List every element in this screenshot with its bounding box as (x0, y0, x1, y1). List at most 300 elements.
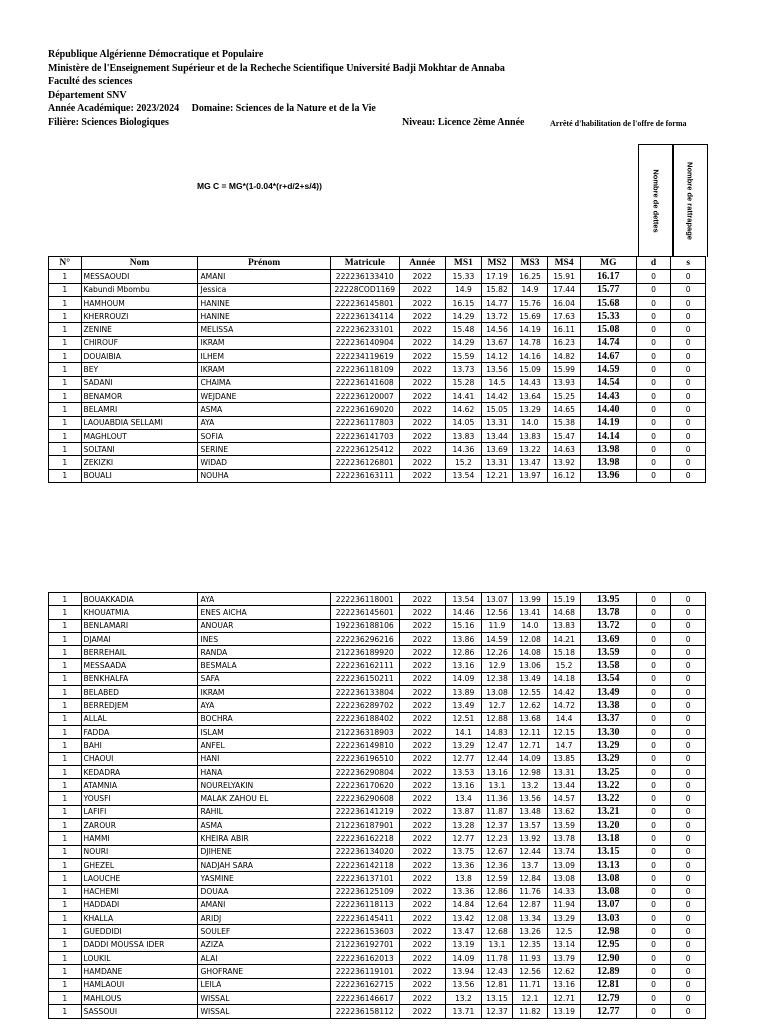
cell-ms4: 13.74 (548, 845, 581, 858)
cell-ms3: 11.71 (512, 978, 548, 991)
cell-first-name: SOULEF (198, 925, 330, 938)
cell-retakes: 0 (671, 938, 706, 951)
column-header-retakes: s (671, 257, 706, 270)
table-row (49, 991, 706, 1004)
cell-first-name: HANI (198, 752, 330, 765)
cell-first-name: HANA (198, 765, 330, 778)
cell-ms2: 12.08 (482, 912, 513, 925)
cell-ms4: 13.85 (548, 752, 581, 765)
cell-mg: 13.22 (580, 792, 636, 805)
column-header-ms1: MS1 (445, 257, 482, 270)
cell-year: 2022 (399, 792, 445, 805)
cell-ms1: 14.05 (445, 416, 482, 429)
cell-ms3: 11.82 (512, 1005, 548, 1018)
cell-mg: 13.25 (580, 765, 636, 778)
cell-debts: 0 (636, 938, 671, 951)
table-row (49, 952, 706, 965)
cell-debts: 0 (636, 952, 671, 965)
cell-matricule: 222236117803 (330, 416, 399, 429)
cell-ms2: 14.12 (482, 350, 513, 363)
cell-ms3: 13.41 (512, 606, 548, 619)
cell-debts: 0 (636, 646, 671, 659)
cell-ms4: 13.62 (548, 805, 581, 818)
cell-mg: 13.58 (580, 659, 636, 672)
cell-ms1: 14.41 (445, 389, 482, 402)
cell-mg: 13.78 (580, 606, 636, 619)
cell-matricule: 212236318903 (330, 725, 399, 738)
cell-matricule: 22228COD1169 (330, 283, 399, 296)
cell-last-name: LAFIFI (81, 805, 198, 818)
cell-matricule: 222236196510 (330, 752, 399, 765)
cell-first-name: NOURELYAKIN (198, 779, 330, 792)
cell-mg: 12.77 (580, 1005, 636, 1018)
cell-mg: 13.22 (580, 779, 636, 792)
cell-year: 2022 (399, 1005, 445, 1018)
cell-last-name: BOUAKKADIA (81, 593, 198, 606)
cell-last-name: KHERROUZI (81, 310, 198, 323)
cell-number: 1 (49, 938, 82, 951)
cell-year: 2022 (399, 819, 445, 832)
table-row (49, 593, 706, 606)
table-row (49, 858, 706, 871)
cell-debts: 0 (636, 991, 671, 1004)
cell-ms2: 15.05 (482, 403, 513, 416)
cell-ms1: 13.28 (445, 819, 482, 832)
cell-last-name: LAOUCHE (81, 872, 198, 885)
cell-last-name: DJAMAI (81, 632, 198, 645)
cell-ms3: 13.34 (512, 912, 548, 925)
cell-ms1: 14.09 (445, 672, 482, 685)
cell-ms1: 13.54 (445, 593, 482, 606)
table-row (49, 1005, 706, 1018)
cell-matricule: 222236158112 (330, 1005, 399, 1018)
table-row (49, 376, 706, 389)
cell-retakes: 0 (671, 686, 706, 699)
column-header-number: N° (49, 257, 82, 270)
cell-matricule: 222236146617 (330, 991, 399, 1004)
cell-ms3: 13.49 (512, 672, 548, 685)
cell-ms4: 16.04 (548, 296, 581, 309)
cell-last-name: HACHEMI (81, 885, 198, 898)
cell-ms3: 13.48 (512, 805, 548, 818)
cell-ms4: 12.71 (548, 991, 581, 1004)
cell-first-name: MALAK ZAHOU EL (198, 792, 330, 805)
cell-number: 1 (49, 659, 82, 672)
cell-number: 1 (49, 403, 82, 416)
table-row (49, 646, 706, 659)
table-row (49, 456, 706, 469)
cell-year: 2022 (399, 872, 445, 885)
cell-matricule: 222236125109 (330, 885, 399, 898)
cell-first-name: IKRAM (198, 686, 330, 699)
table-row (49, 978, 706, 991)
cell-first-name: BOCHRA (198, 712, 330, 725)
cell-ms3: 16.25 (512, 270, 548, 283)
cell-ms1: 15.48 (445, 323, 482, 336)
cell-debts: 0 (636, 898, 671, 911)
cell-number: 1 (49, 752, 82, 765)
cell-first-name: AYA (198, 416, 330, 429)
cell-first-name: AZIZA (198, 938, 330, 951)
cell-ms3: 12.56 (512, 965, 548, 978)
cell-ms3: 14.0 (512, 416, 548, 429)
cell-debts: 0 (636, 805, 671, 818)
cell-retakes: 0 (671, 363, 706, 376)
cell-debts: 0 (636, 699, 671, 712)
cell-first-name: LEILA (198, 978, 330, 991)
cell-ms2: 12.81 (482, 978, 513, 991)
cell-ms2: 14.77 (482, 296, 513, 309)
cell-first-name: AYA (198, 593, 330, 606)
formula-text: MG C = MG*(1-0.04*(r+d/2+s/4)) (197, 181, 322, 191)
table-row (49, 792, 706, 805)
cell-mg: 13.59 (580, 646, 636, 659)
cell-year: 2022 (399, 832, 445, 845)
table-row (49, 469, 706, 482)
cell-ms3: 14.43 (512, 376, 548, 389)
cell-ms1: 15.59 (445, 350, 482, 363)
cell-retakes: 0 (671, 429, 706, 442)
cell-ms2: 14.42 (482, 389, 513, 402)
cell-last-name: LOUKIL (81, 952, 198, 965)
cell-mg: 13.30 (580, 725, 636, 738)
cell-ms2: 13.31 (482, 456, 513, 469)
cell-ms3: 11.76 (512, 885, 548, 898)
table-row (49, 779, 706, 792)
cell-mg: 14.19 (580, 416, 636, 429)
cell-ms2: 12.59 (482, 872, 513, 885)
cell-debts: 0 (636, 336, 671, 349)
cell-first-name: SERINE (198, 443, 330, 456)
cell-debts: 0 (636, 912, 671, 925)
cell-year: 2022 (399, 606, 445, 619)
column-header-last-name: Nom (81, 257, 198, 270)
cell-ms1: 13.53 (445, 765, 482, 778)
table-row (49, 659, 706, 672)
cell-mg: 13.18 (580, 832, 636, 845)
cell-ms4: 14.65 (548, 403, 581, 416)
cell-ms4: 14.68 (548, 606, 581, 619)
table-row (49, 832, 706, 845)
cell-ms3: 13.64 (512, 389, 548, 402)
cell-ms2: 12.26 (482, 646, 513, 659)
cell-ms1: 13.73 (445, 363, 482, 376)
cell-year: 2022 (399, 978, 445, 991)
cell-year: 2022 (399, 991, 445, 1004)
header-republic: République Algérienne Démocratique et Populaire (48, 49, 264, 60)
cell-year: 2022 (399, 845, 445, 858)
cell-last-name: HADDADI (81, 898, 198, 911)
cell-year: 2022 (399, 403, 445, 416)
header-niveau: Niveau: Licence 2ème Année (402, 117, 525, 128)
cell-mg: 12.95 (580, 938, 636, 951)
cell-ms1: 13.16 (445, 659, 482, 672)
cell-ms1: 13.94 (445, 965, 482, 978)
cell-retakes: 0 (671, 699, 706, 712)
cell-year: 2022 (399, 752, 445, 765)
cell-retakes: 0 (671, 443, 706, 456)
cell-retakes: 0 (671, 792, 706, 805)
cell-ms4: 13.78 (548, 832, 581, 845)
cell-number: 1 (49, 429, 82, 442)
cell-mg: 12.79 (580, 991, 636, 1004)
cell-ms2: 12.7 (482, 699, 513, 712)
cell-retakes: 0 (671, 593, 706, 606)
cell-matricule: 222236162218 (330, 832, 399, 845)
cell-retakes: 0 (671, 469, 706, 482)
cell-retakes: 0 (671, 779, 706, 792)
cell-last-name: BOUALI (81, 469, 198, 482)
cell-year: 2022 (399, 925, 445, 938)
cell-ms2: 11.87 (482, 805, 513, 818)
header-faculty: Faculté des sciences (48, 76, 133, 88)
cell-debts: 0 (636, 725, 671, 738)
cell-mg: 13.98 (580, 443, 636, 456)
cell-number: 1 (49, 805, 82, 818)
cell-year: 2022 (399, 443, 445, 456)
table-row (49, 323, 706, 336)
cell-ms3: 14.0 (512, 619, 548, 632)
cell-ms1: 14.1 (445, 725, 482, 738)
table-row (49, 699, 706, 712)
retakes-vertical-header (672, 144, 708, 257)
cell-ms2: 12.44 (482, 752, 513, 765)
cell-retakes: 0 (671, 646, 706, 659)
cell-last-name: GHEZEL (81, 858, 198, 871)
cell-ms4: 14.42 (548, 686, 581, 699)
table-row (49, 752, 706, 765)
cell-first-name: ASMA (198, 403, 330, 416)
cell-ms4: 15.19 (548, 593, 581, 606)
cell-ms2: 13.1 (482, 779, 513, 792)
cell-matricule: 222236133804 (330, 686, 399, 699)
cell-mg: 13.15 (580, 845, 636, 858)
cell-year: 2022 (399, 659, 445, 672)
cell-mg: 13.21 (580, 805, 636, 818)
cell-year: 2022 (399, 779, 445, 792)
table-row (49, 619, 706, 632)
column-header-ms3: MS3 (512, 257, 548, 270)
cell-ms1: 13.36 (445, 885, 482, 898)
cell-retakes: 0 (671, 805, 706, 818)
table-row (49, 898, 706, 911)
cell-number: 1 (49, 925, 82, 938)
cell-last-name: ZEKIZKI (81, 456, 198, 469)
cell-last-name: BELAMRI (81, 403, 198, 416)
cell-number: 1 (49, 978, 82, 991)
cell-number: 1 (49, 819, 82, 832)
cell-ms1: 14.29 (445, 336, 482, 349)
cell-year: 2022 (399, 416, 445, 429)
cell-ms1: 13.54 (445, 469, 482, 482)
cell-last-name: KHALLA (81, 912, 198, 925)
cell-ms3: 12.1 (512, 991, 548, 1004)
cell-mg: 13.20 (580, 819, 636, 832)
cell-last-name: YOUSFI (81, 792, 198, 805)
cell-retakes: 0 (671, 619, 706, 632)
table-row (49, 429, 706, 442)
cell-number: 1 (49, 336, 82, 349)
cell-debts: 0 (636, 819, 671, 832)
cell-ms4: 15.25 (548, 389, 581, 402)
cell-first-name: WEJDANE (198, 389, 330, 402)
cell-last-name: BENLAMARI (81, 619, 198, 632)
cell-mg: 13.98 (580, 456, 636, 469)
table-row (49, 725, 706, 738)
cell-debts: 0 (636, 659, 671, 672)
cell-mg: 13.29 (580, 739, 636, 752)
column-header-year: Année (399, 257, 445, 270)
cell-number: 1 (49, 912, 82, 925)
cell-number: 1 (49, 376, 82, 389)
cell-mg: 12.89 (580, 965, 636, 978)
cell-ms1: 16.15 (445, 296, 482, 309)
cell-matricule: 222236153603 (330, 925, 399, 938)
cell-number: 1 (49, 270, 82, 283)
cell-number: 1 (49, 619, 82, 632)
table-row (49, 389, 706, 402)
cell-debts: 0 (636, 1005, 671, 1018)
cell-number: 1 (49, 765, 82, 778)
cell-matricule: 222236125412 (330, 443, 399, 456)
cell-ms1: 13.16 (445, 779, 482, 792)
cell-last-name: SASSOUI (81, 1005, 198, 1018)
cell-matricule: 222236162013 (330, 952, 399, 965)
cell-ms3: 14.09 (512, 752, 548, 765)
cell-number: 1 (49, 832, 82, 845)
table-row (49, 443, 706, 456)
cell-number: 1 (49, 739, 82, 752)
cell-debts: 0 (636, 978, 671, 991)
cell-mg: 13.69 (580, 632, 636, 645)
header-year-domain-row (48, 102, 505, 116)
cell-first-name: WISSAL (198, 991, 330, 1004)
table-row (49, 938, 706, 951)
cell-ms3: 12.08 (512, 632, 548, 645)
cell-first-name: RAHIL (198, 805, 330, 818)
cell-debts: 0 (636, 619, 671, 632)
cell-ms2: 13.69 (482, 443, 513, 456)
cell-first-name: ASMA (198, 819, 330, 832)
column-header-first-name: Prénom (198, 257, 330, 270)
cell-mg: 13.72 (580, 619, 636, 632)
cell-ms3: 12.71 (512, 739, 548, 752)
cell-mg: 13.29 (580, 752, 636, 765)
cell-retakes: 0 (671, 872, 706, 885)
cell-year: 2022 (399, 672, 445, 685)
cell-ms1: 13.8 (445, 872, 482, 885)
cell-ms4: 14.82 (548, 350, 581, 363)
cell-first-name: HANINE (198, 296, 330, 309)
cell-ms3: 12.62 (512, 699, 548, 712)
cell-year: 2022 (399, 323, 445, 336)
cell-matricule: 212236192701 (330, 938, 399, 951)
cell-ms4: 15.47 (548, 429, 581, 442)
cell-ms4: 13.16 (548, 978, 581, 991)
cell-mg: 13.96 (580, 469, 636, 482)
cell-mg: 15.77 (580, 283, 636, 296)
cell-retakes: 0 (671, 765, 706, 778)
cell-last-name: CHAOUI (81, 752, 198, 765)
cell-first-name: NADJAH SARA (198, 858, 330, 871)
cell-ms4: 15.2 (548, 659, 581, 672)
cell-matricule: 222236233101 (330, 323, 399, 336)
cell-ms4: 14.4 (548, 712, 581, 725)
cell-number: 1 (49, 858, 82, 871)
cell-debts: 0 (636, 872, 671, 885)
cell-ms1: 14.9 (445, 283, 482, 296)
cell-debts: 0 (636, 606, 671, 619)
cell-matricule: 222236126801 (330, 456, 399, 469)
cell-matricule: 222236141703 (330, 429, 399, 442)
cell-debts: 0 (636, 832, 671, 845)
cell-ms2: 12.36 (482, 858, 513, 871)
cell-first-name: IKRAM (198, 363, 330, 376)
cell-ms3: 12.98 (512, 765, 548, 778)
cell-mg: 16.17 (580, 270, 636, 283)
grades-table-top (48, 256, 706, 483)
cell-debts: 0 (636, 310, 671, 323)
cell-ms3: 13.22 (512, 443, 548, 456)
cell-last-name: BAHI (81, 739, 198, 752)
cell-last-name: HAMMI (81, 832, 198, 845)
cell-first-name: AMANI (198, 898, 330, 911)
cell-ms2: 11.36 (482, 792, 513, 805)
cell-number: 1 (49, 323, 82, 336)
cell-last-name: LAOUABDIA SELLAMI (81, 416, 198, 429)
cell-matricule: 222236120007 (330, 389, 399, 402)
cell-retakes: 0 (671, 659, 706, 672)
table-row (49, 872, 706, 885)
cell-ms2: 13.07 (482, 593, 513, 606)
cell-first-name: ILHEM (198, 350, 330, 363)
cell-matricule: 222236162111 (330, 659, 399, 672)
cell-mg: 14.40 (580, 403, 636, 416)
header-arrete: Arrêté d'habilitation de l'offre de forma (550, 119, 687, 128)
cell-year: 2022 (399, 469, 445, 482)
cell-number: 1 (49, 443, 82, 456)
cell-year: 2022 (399, 765, 445, 778)
cell-ms3: 13.92 (512, 832, 548, 845)
cell-retakes: 0 (671, 739, 706, 752)
cell-ms2: 12.86 (482, 885, 513, 898)
cell-ms2: 14.5 (482, 376, 513, 389)
cell-number: 1 (49, 389, 82, 402)
cell-last-name: MESSAOUDI (81, 270, 198, 283)
cell-last-name: BENKHALFA (81, 672, 198, 685)
cell-ms3: 15.09 (512, 363, 548, 376)
cell-ms4: 15.38 (548, 416, 581, 429)
cell-debts: 0 (636, 765, 671, 778)
cell-ms3: 12.55 (512, 686, 548, 699)
cell-ms3: 13.26 (512, 925, 548, 938)
cell-matricule: 222234119619 (330, 350, 399, 363)
table-row (49, 283, 706, 296)
cell-ms3: 13.06 (512, 659, 548, 672)
cell-debts: 0 (636, 456, 671, 469)
cell-ms2: 13.15 (482, 991, 513, 1004)
cell-ms4: 16.11 (548, 323, 581, 336)
cell-last-name: MAGHLOUT (81, 429, 198, 442)
cell-retakes: 0 (671, 632, 706, 645)
cell-first-name: INES (198, 632, 330, 645)
table-row (49, 632, 706, 645)
cell-mg: 15.08 (580, 323, 636, 336)
cell-debts: 0 (636, 845, 671, 858)
cell-number: 1 (49, 712, 82, 725)
cell-ms1: 14.62 (445, 403, 482, 416)
cell-matricule: 222236142118 (330, 858, 399, 871)
